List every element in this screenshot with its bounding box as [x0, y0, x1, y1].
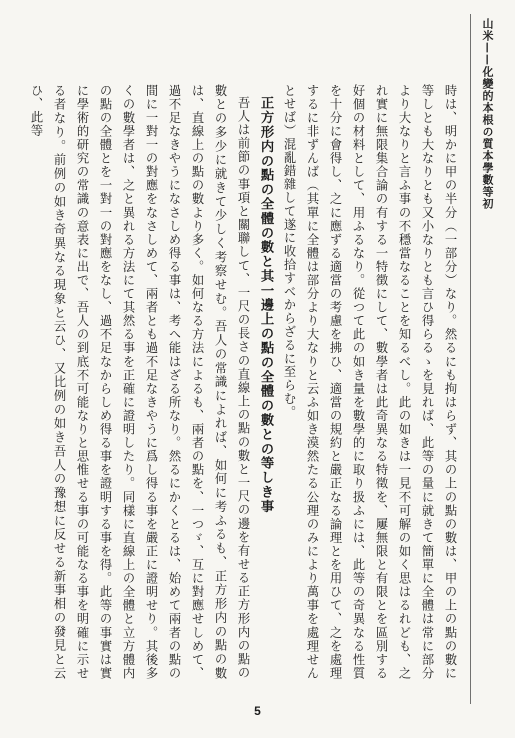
header-rule [470, 14, 471, 704]
body-text [29, 84, 461, 680]
section-heading: 正方形内の點の全體の數と其一邊上の點の全體の數との等しき事 [258, 96, 273, 514]
running-header: 山米——化變的本根の質本學數等初 [481, 18, 494, 210]
paragraph: 吾人は前節の事項と關聯して、一尺の長さの直線上の點の數と一尺の邊を有せる正方形内の點の數との多少に就きて少しく考察せむ。吾人の常識によれば、如何に考ふるも、正方形内の點の數は、直線上の點の數より多く。如何なる方法によるも、兩者の點を、一つゞ、互に對應せしめて、過不足なきやうになさしめ得る事は、考へ能はざる所なり。然るにかくとるは、始めて兩者の點の間に一對一の對應をなさしめて、兩者とも過不足なきやうに爲し得る事を嚴正に證明せり。其後多くの數學者は、之と異れる方法にて其然る事を正確に證明したり。同樣に直線上の全體と立方體内の點の全體とを一對一の對應をなし、過不足なからしめ得る事を證明する事を得。此等の事實は實に學術的研究の常識の意表に出で、吾人の到底不可能なりと思惟せる事の可能なる事を明確に示せる者なり。前例の如き奇異なる現象と云ひ、又比例の如き吾人の豫想に反せる新事相の發見と云ひ、此等 [29, 84, 250, 680]
page-number: 5 [254, 704, 261, 718]
paragraph-continuation: 時は、明かに甲の半分（一部分）なり。然るにも拘はらず、其の上の點の數は、甲の上の點の數に等しとも大なりとも又小なりとも言ひ得らるゝを見れば、此等の量に就きて簡單に全體は常に部分より大なりと言ふ事の不穩當なることを知るべし。此の如きは一見不可解の如く思はるれども、之れ實に無限集合論の有する一特徴にして、數學者は此奇異なる特徵を、屢無限と有限とを區別する好個の材料として、用ふるなり。從つて此の如き量を數學的に取り扱ふには、此等の奇異なる性質を十分に會得し、之に應ずる適當の考慮を拂ひ、適當の規約と嚴正なる論理とを用ひて、之を處理するに非ずんば（其單に全體は部分より大なりと云ふ如き漠然たる公理のみにより萬事を處理せんとせば）混亂錯雜して遂に收拾すべからざるに至らむ。 [282, 84, 457, 680]
